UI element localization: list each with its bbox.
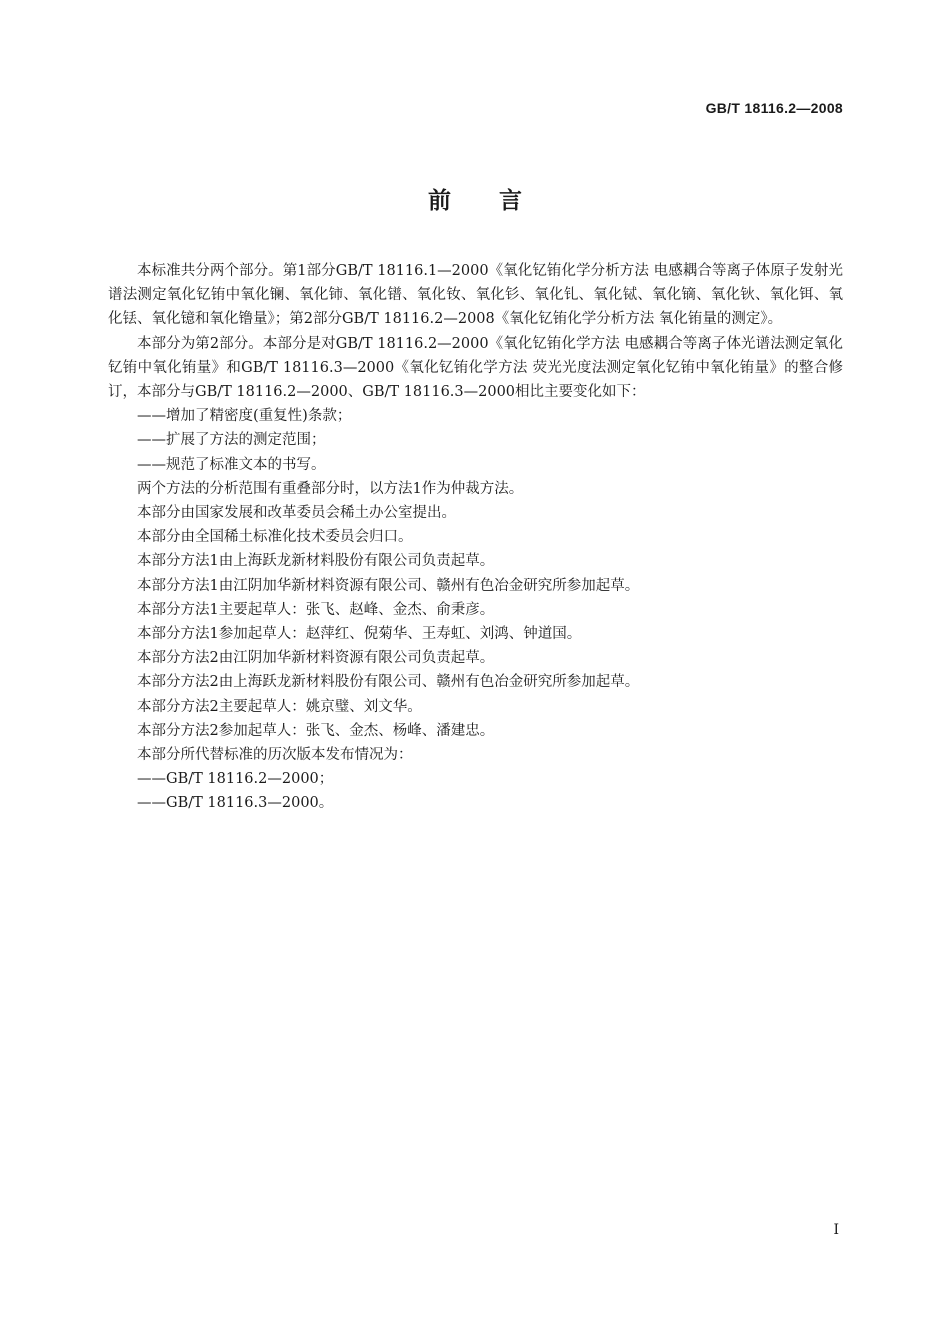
standard-code: GB/T 18116.2—2008 bbox=[705, 100, 843, 116]
page-number: I bbox=[833, 1222, 839, 1238]
paragraph-drafter: 本部分方法1参加起草人：赵萍红、倪菊华、王寿虹、刘鸿、钟道国。 bbox=[137, 626, 582, 643]
list-item-history: ——GB/T 18116.3—2000。 bbox=[137, 795, 334, 812]
paragraph-parts-overview: 本标准共分两个部分。第1部分GB/T 18116.1—2000《氧化钇铕化学分析方法 电感耦合等离子体原子发射光谱法测定氧化钇铕中氧化镧、氧化铈、氧化镨、氧化钕、氧化钐、氧化钆、氧化铽、氧化镝、氧化钬、氧化铒、氧化铥、氧化镱和氧化镥量》；第2部分GB/T 18116.2—2008《氧化钇铕化学分析方法 氧化铕量的测定》。 bbox=[108, 263, 843, 328]
list-item-change: ——规范了标准文本的书写。 bbox=[137, 456, 326, 473]
paragraph-drafter: 本部分方法2参加起草人：张飞、金杰、杨峰、潘建忠。 bbox=[137, 722, 495, 739]
list-item-change: ——扩展了方法的测定范围； bbox=[137, 432, 326, 449]
paragraph-drafter: 本部分方法2由江阴加华新材料资源有限公司负责起草。 bbox=[137, 650, 495, 667]
paragraph-arbitration: 两个方法的分析范围有重叠部分时，以方法1作为仲裁方法。 bbox=[137, 480, 524, 497]
page-title: 前言 bbox=[428, 188, 570, 214]
paragraph-history: 本部分所代替标准的历次版本发布情况为： bbox=[137, 747, 413, 764]
paragraph-drafter: 本部分方法1主要起草人：张飞、赵峰、金杰、俞秉彦。 bbox=[137, 601, 495, 618]
paragraph-part-revision: 本部分为第2部分。本部分是对GB/T 18116.2—2000《氧化钇铕化学方法 电感耦合等离子体光谱法测定氧化钇铕中氧化铕量》和GB/T 18116.3—2000《氧化钇铕化学方法 荧光光度法测定氧化钇铕中氧化铕量》的整合修订，本部分与GB/T 18116.2—2000、GB/T 18116.3—2000相比主要变化如下： bbox=[108, 335, 843, 401]
list-item-history: ——GB/T 18116.2—2000； bbox=[137, 771, 334, 788]
list-item-change: ——增加了精密度(重复性)条款； bbox=[137, 408, 352, 425]
paragraph-committee: 本部分由全国稀土标准化技术委员会归口。 bbox=[137, 529, 413, 546]
paragraph-drafter: 本部分方法2由上海跃龙新材料股份有限公司、赣州有色冶金研究所参加起草。 bbox=[137, 674, 640, 691]
foreword-body bbox=[108, 259, 843, 816]
paragraph-drafter: 本部分方法1由江阴加华新材料资源有限公司、赣州有色冶金研究所参加起草。 bbox=[137, 577, 640, 594]
paragraph-drafter: 本部分方法1由上海跃龙新材料股份有限公司负责起草。 bbox=[137, 553, 495, 570]
paragraph-proposer: 本部分由国家发展和改革委员会稀土办公室提出。 bbox=[137, 505, 456, 522]
paragraph-drafter: 本部分方法2主要起草人：姚京璧、刘文华。 bbox=[137, 698, 422, 715]
